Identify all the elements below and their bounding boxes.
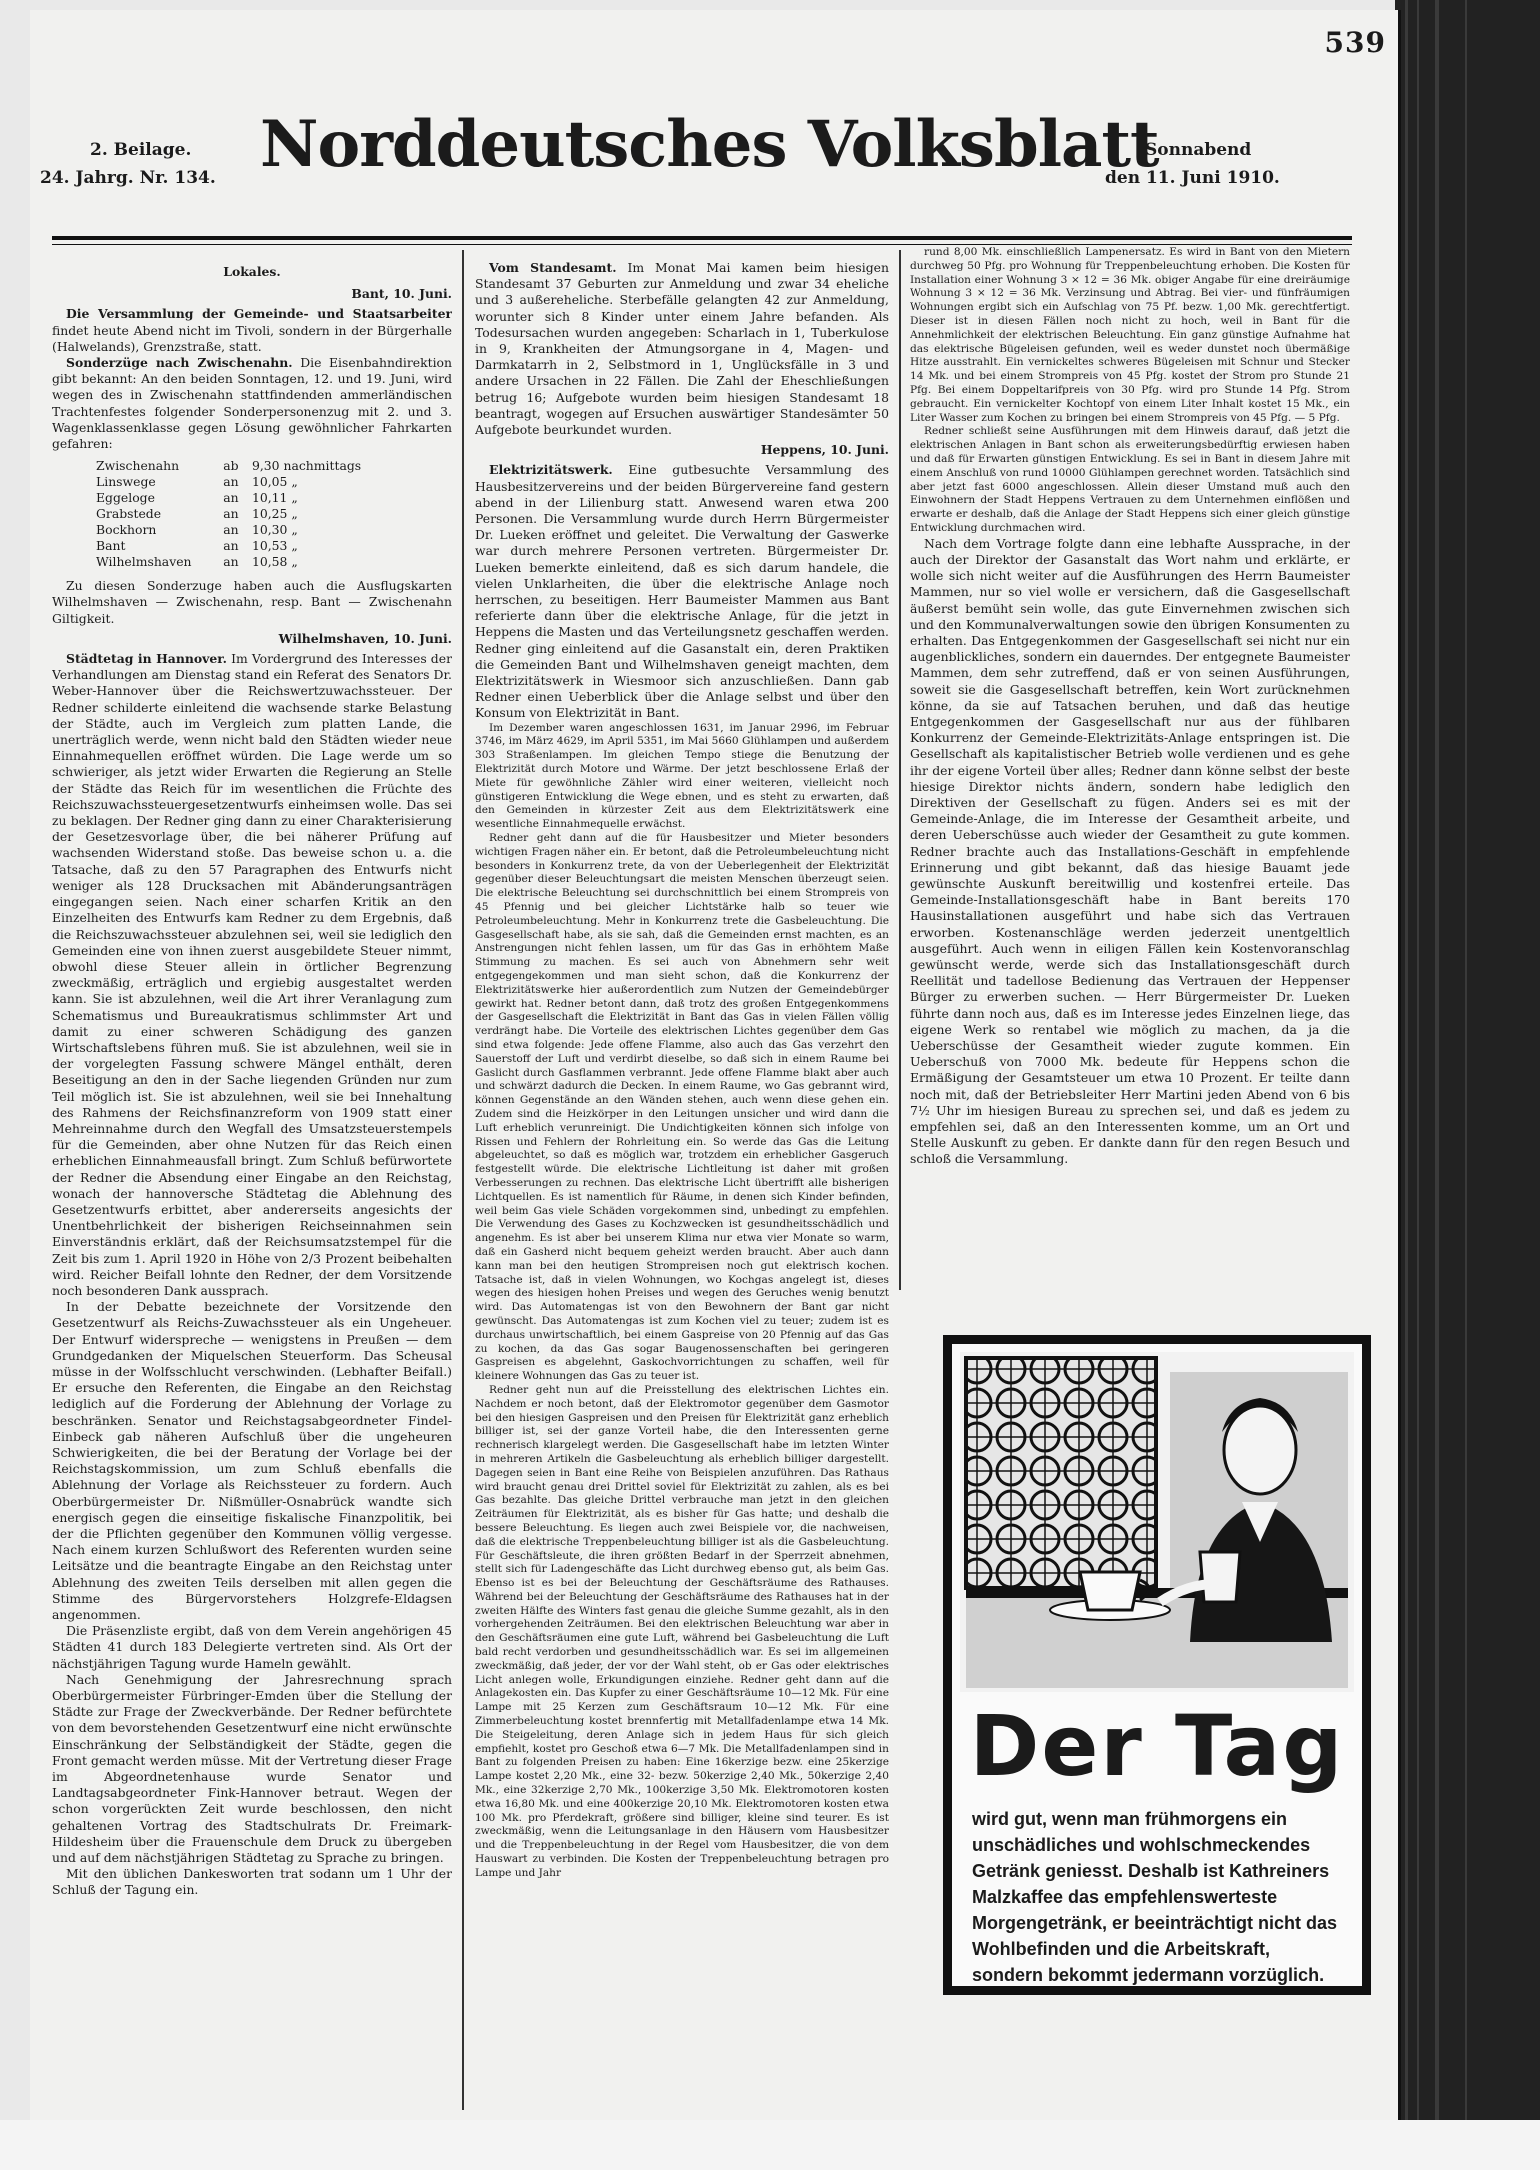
newspaper-page [30,10,1401,2120]
advertisement-illustration [960,1352,1354,1692]
advertisement-text: wird gut, wenn man frühmorgens ein unschädliches und wohlschmeckendes Getränk geniesst. Deshalb ist Kathreiners Malzkaffee das empfehlenswerteste Morgengetränk, er beeinträchtigt nicht das Wohlbefinden und die Arbeitskraft, sondern bekommt jedermann vorzüglich. [972,1809,1338,1985]
train-schedule [92,458,392,570]
woman-with-coffee-illustration [960,1352,1354,1692]
header-rule-thin [52,244,1352,245]
dateline: Wilhelmshaven, 10. Juni. [278,630,452,646]
masthead-title: Norddeutsches Volksblatt [260,107,1159,182]
dateline: Heppens, 10. Juni. [760,442,889,458]
article-paragraph: Nach Genehmigung der Jahresrechnung sprach Oberbürgermeister Fürbringer-Emden über die Stellung der Städte zur Frage der Zweckverbände. Der Redner befürchtete von dem bevorstehenden Gesetzentwurf eine nicht erwünschte Einschränkung der Selbständigkeit der Städte, gegen die Front gemacht werden müsse. Mit der Vertretung dieser Frage im Abgeordnetenhause wurde Senator und Landtagsabgeordneter Fink-Hannover betraut. Wegen der schon vorgerückten Zeit wurde beschlossen, den nicht gehaltenen Vortrag des Stadtschulrats Dr. Freimark-Hildesheim über die Frauenschule dem Druck zu übergeben und auf dem nächstjährigen Städtetag zu Sprache zu bringen. [52,1671,452,1866]
article-paragraph: Elektrizitätswerk. Eine gutbesuchte Versammlung des Hausbesitzervereins und der beiden Bürgervereine fand gestern abend in der Lilienburg statt. Anwesend waren etwa 200 Personen. Die Versammlung wurde durch Herrn Bürgermeister Dr. Lueken eröffnet und geleitet. Die Verwaltung der Gaswerke war durch mehrere Personen vertreten. Bürgermeister Dr. Lueken bemerkte einleitend, daß es sich darum handele, die vielen Unklarheiten, die über die elektrische Anlage noch herrschen, zu beseitigen. Herr Baumeister Mammen aus Bant referierte dann über die elektrische Anlage, für die jetzt in Heppens die Masten und das Verteilungsnetz geschaffen werden. Redner ging einleitend auf die Gasanstalt ein, deren Praktiken die Gemeinden Bant und Wilhelmshaven geneigt machten, dem Elektrizitätswerk in Wiesmoor sich anzuschließen. Dann gab Redner einen Ueberblick über die Anlage selbst und über den Konsum von Elektrizität in Bant. [475,462,889,721]
kathreiner-advertisement [943,1335,1371,1995]
schedule-row: Eggeloge an 10,11 „ [96,490,298,506]
weekday-label: Sonnabend [1145,140,1252,160]
article-paragraph: Im Dezember waren angeschlossen 1631, im Januar 2996, im Februar 3746, im März 4629, im April 5351, im Mai 5660 Glühlampen und außerdem 303 Straßenlampen. Im gleichen Tempo stiege die Benutzung der Elektrizität durch Motore und Wärme. Der jetzt beschlossene Erlaß der Miete für gewöhnliche Zähler wird einer weiteren, vielleicht noch günstigeren Entwicklung die Wege ebnen, und es steht zu erwarten, daß den Gemeinden in kürzester Zeit aus dem Elektrizitätswerk eine wesentliche Einnahmequelle erwächst. [475,721,889,831]
article-paragraph: Nach dem Vortrage folgte dann eine lebhafte Aussprache, in der auch der Direktor der Gasanstalt das Wort nahm und erklärte, er wolle sich nicht weiter auf die Ausführungen des Herrn Baumeister Mammen, nur so viel wolle er versichern, daß die Gasgesellschaft äußerst bemüht sein wolle, das gute Einvernehmen zwischen sich und den Kommunalverwaltungen sowie den übrigen Konsumenten zu erhalten. Das Entgegenkommen der Gasgesellschaft sei nicht nur ein augenblickliches, sondern ein dauerndes. Der entgegnete Baumeister Mammen, dem sehr zutreffend, daß er von seinen Ausführungen, soweit sie die Gasgesellschaft betreffen, kein Wort zurücknehmen könne, da sie auf Tatsachen beruhen, und daß das heutige Entgegenkommen der Gasgesellschaft nur aus der fühlbaren Konkurrenz der Gemeinde-Elektrizitäts-Anlage entspringen ist. Die Gesellschaft als kapitalistischer Betrieb wolle verdienen und es gehe ihr der eigene Vorteil über alles; Redner dann könne selbst der beste hiesige Direktor nichts ändern, sondern habe lediglich den Direktiven der Gesellschaft zu fügen. Anders sei es mit der Gemeinde-Anlage, die im Interesse der Gesamtheit arbeite, und deren Ueberschüsse auch wieder der Gesamtheit zu gute kommen. Redner brachte auch das Installations-Geschäft in empfehlende Erinnerung und gibt bekannt, daß das hiesige Bauamt jede gewünschte Auskunft bereitwillig und kostenfrei erteile. Das Gemeinde-Installationsgeschäft habe in Bant bereits 170 Hausinstallationen ausgeführt und habe sich das Vertrauen erworben. Kostenanschläge werden jederzeit unentgeltlich ausgeführt. Auch wenn in eiligen Fällen kein Kostenvoranschlag gewünscht werde, werde sich das Installationsgeschäft durch Reellität und tadellose Bedienung das Vertrauen der Heppenser Bürger zu erwerben suchen. — Herr Bürgermeister Dr. Lueken führte dann noch aus, daß es im Interesse jedes Einzelnen liege, das eigene Werk so rentabel wie möglich zu machen, da ja die Ueberschüsse der Gesamtheit wieder zugute kommen. Ein Ueberschuß von 7000 Mk. bedeute für Heppens schon die Ermäßigung der Gesamtsteuer um etwa 10 Prozent. Er teilte dann noch mit, daß der Betriebsleiter Herr Martini jeden Abend von 6 bis 7½ Uhr im hiesigen Bureau zu sprechen sei, und daß es jedem zu empfehlen sei, daß an den Interessenten komme, um an Ort und Stelle Auskunft zu geben. Er dankte dann für den regen Besuch und schloß die Versammlung. [910,535,1350,1167]
schedule-row: Bockhorn an 10,30 „ [96,522,298,538]
article-paragraph: Mit den üblichen Dankesworten trat sodann um 1 Uhr der Schluß der Tagung ein. [52,1866,452,1898]
dateline: Bant, 10. Juni. [351,286,452,302]
schedule-row: Wilhelmshaven an 10,58 „ [96,554,298,570]
article-paragraph: Vom Standesamt. Im Monat Mai kamen beim hiesigen Standesamt 37 Geburten zur Anmeldung und zwar 34 eheliche und 3 außereheliche. Sterbefälle gelangten 42 zur Anmeldung, worunter sich 8 Kinder unter einem Jahre befanden. Als Todesursachen wurden angegeben: Scharlach in 1, Tuberkulose in 9, Krankheiten der Atmungsorgane in 4, Magen- und Darmkatarrh in 2, Selbstmord in 1, Unglücksfälle in 3 und andere Ursachen in 22 Fällen. Die Zahl der Eheschließungen betrug 16; Aufgebote wurden beim hiesigen Standesamt 18 beantragt, wogegen auf Ersuchen auswärtiger Standesämter 50 Aufgebote beurkundet wurden. [475,260,889,438]
page-number: 539 [1324,26,1386,59]
article-paragraph: Die Präsenzliste ergibt, daß von dem Verein angehörigen 45 Städten 41 durch 183 Delegierte vertreten sind. Als Ort der nächstjährigen Tagung wurde Hameln gewählt. [52,1623,452,1671]
schedule-row: Linswege an 10,05 „ [96,474,298,490]
header-rule-thick [52,236,1352,240]
section-title: Lokales. [223,264,281,279]
article-paragraph: rund 8,00 Mk. einschließlich Lampenersatz. Es wird in Bant von den Mietern durchweg 50 Pfg. pro Wohnung für Treppenbeleuchtung erhoben. Die Kosten für Installation einer Wohnung 3 × 12 = 36 Mk. obiger Angabe für eine dreiräumige Wohnung 3 × 12 = 36 Mk. Verzinsung und Abtrag. Bei vier- und fünfräumigen Wohnungen ergibt sich ein Aufschlag von 75 Pf. bezw. 1,00 Mk. gerechtfertigt. Dieser ist in diesen Fällen noch nicht zu hoch, weil in Bant für die Annehmlichkeit der elektrischen Beleuchtung. Ein ganz günstige Aufnahme hat das elektrische Bügeleisen gefunden, weil es weder dunstet noch übermäßige Hitze ausstrahlt. Ein vernickeltes schweres Bügeleisen mit Schnur und Stecker 14 Mk. und bei einem Strompreis von 45 Pfg. kostet der Strom pro Stunde 21 Pfg. Bei einem Doppeltarifpreis von 30 Pfg. wird pro Stunde 14 Pfg. Strom gebraucht. Ein vernickelter Kochtopf von einem Liter Inhalt kostet 15 Mk., ein Liter Wasser zum Kochen zu bringen bei einem Strompreis von 45 Pfg. — 5 Pfg. [910,246,1350,424]
advertisement-headline: Der Tag [969,1697,1345,1795]
column-separator [462,250,464,2110]
issue-date: den 11. Juni 1910. [1105,168,1280,188]
article-paragraph: Redner geht nun auf die Preisstellung des elektrischen Lichtes ein. Nachdem er noch betont, daß der Elektromotor gegenüber dem Gasmotor bei den hiesigen Gaspreisen und den Preisen für Elektrizität ganz erheblich billiger ist, sei der ganze Vorteil habe, die den Interessenten gerne rechnerisch klargelegt werden. Die Gasgesellschaft habe im letzten Winter in mehreren Artikeln die Gasbeleuchtung als erheblich billiger dargestellt. Dagegen seien in Bant eine Reihe von Beispielen anzuführen. Das Rathaus wird braucht genau drei Drittel soviel für Elektrizität zu zahlen, als es bei Gas bezahlte. Das gleiche Drittel verbrauche man jetzt in den gleichen Zeiträumen für Elektrizität, als es bisher für Gas hatte; und deshalb die bessere Beleuchtung. Es liegen auch zwei Beispiele vor, die nachweisen, daß die elektrische Treppenbeleuchtung billiger ist als die Gasbeleuchtung. Für Geschäftsleute, die ihren größten Bedarf in der Sperrzeit abnehmen, stellt sich für Ladengeschäfte das Licht durchweg ebenso gut, als beim Gas. Ebenso ist es bei der Beleuchtung der Geschäftsräume des Rathauses. Während bei der Beleuchtung der Geschäftsräume des Rathauses hat in der zweiten Hälfte des Winters fast genau die gleiche Summe gezahlt, als in den vorhergehenden Zeiträumen. Bei den elektrischen Beleuchtung war aber in den Geschäftsräumen eine gute Luft, während bei Gasbeleuchtung die Luft bald recht verdorben und gesundheitsschädlich war. Es sei im allgemeinen zweckmäßig, daß jeder, der vor der Wahl steht, ob er Gas oder elektrisches Licht anlegen wolle, Erkundigungen einziehe. Redner geht dann auf die Anlagekosten ein. Das Kupfer zu einer Geschäftsräume 10—12 Mk. Für eine Lampe mit 25 Kerzen zum Geschäftsraum 10—12 Mk. Für eine Zimmerbeleuchtung kostet brennfertig mit Metallfadenlampe etwa 14 Mk. Die Steigeleitung, deren Anlage sich in jedem Haus für sich gleich empfiehlt, kostet pro Geschoß etwa 6—7 Mk. Die Metallfadenlampen sind in Bant zu folgenden Preisen zu haben: Eine 16kerzige bezw. eine 25kerzige Lampe kostet 2,20 Mk., eine 32- bezw. 50kerzige 2,40 Mk., 50kerzige 2,40 Mk., eine 32kerzige 2,70 Mk., 100kerzige 3,50 Mk. Elektromotoren kosten etwa 16,80 Mk. und eine 400kerzige 20,10 Mk. Elektromotoren kosten etwa 100 Mk. pro Pferdekraft, größere sind billiger, kleine sind teurer. Es ist zweckmäßig, wenn die Leitungsanlage in den Häusern vom Hausbesitzer und die Treppenbeleuchtung in der Regel vom Hausbesitzer, die von dem Hauswart zu verbinden. Die Kosten der Treppenbeleuchtung betragen pro Lampe und Jahr [475,1383,889,1879]
column-1 [52,260,452,2110]
column-2 [475,260,889,2110]
article-paragraph: Zu diesen Sonderzuge haben auch die Ausflugskarten Wilhelmshaven — Zwischenahn, resp. Bant — Zwischenahn Giltigkeit. [52,578,452,626]
article-paragraph: Sonderzüge nach Zwischenahn. Die Eisenbahndirektion gibt bekannt: An den beiden Sonntagen, 12. und 19. Juni, wird wegen des in Zwischenahn stattfindenden ammerländischen Trachtenfestes folgender Sonderpersonenzug mit 2. und 3. Wagenklassenklasse gegen Lösung gewöhnlicher Fahrkarten gefahren: [52,355,452,452]
schedule-row: Grabstede an 10,25 „ [96,506,298,522]
article-paragraph: Die Versammlung der Gemeinde- und Staatsarbeiter findet heute Abend nicht im Tivoli, sondern in der Bürgerhalle (Halwelands), Grenzstraße, statt. [52,306,452,354]
schedule-row: Bant an 10,53 „ [96,538,298,554]
article-paragraph: Redner schließt seine Ausführungen mit dem Hinweis darauf, daß jetzt die elektrischen Anlagen in Bant schon als erweiterungsbedürftig erwiesen haben und daß für Erwarten günstigen Entwicklung. Es sei in Bant in diesem Jahre mit einem Anschluß von rund 10000 Glühlampen gerechnet worden. Tatsächlich sind aber jetzt fast 6000 angeschlossen. Allein dieser Umstand muß auch den Einwohnern der Stadt Heppens Vertrauen zu dem Unternehmen einflößen und erwarte er deshalb, daß die Anlage der Stadt Heppens sich einer gleich günstige Entwicklung durchmachen wird. [910,425,1350,534]
article-paragraph: Städtetag in Hannover. Im Vordergrund des Interesses der Verhandlungen am Dienstag stand ein Referat des Senators Dr. Weber-Hannover über die Reichswertzuwachssteuer. Der Redner schilderte einleitend die wachsende starke Belastung der Städte, auch im Vergleich zum platten Lande, die unerträglich werde, wenn nicht bald den Städten wieder neue Einnahmequellen eröffnet würden. Die Lage werde um so schwieriger, als jetzt wider Erwarten die Regierung an Stelle der Städte das Reich für im wesentlichen die Früchte des Reichszuwachssteuergesetzentwurfs einheimsen wolle. Das sei zu beklagen. Der Redner ging dann zu einer Charakterisierung der Gesetzesvorlage über, die bei näherer Prüfung auf wachsenden Widerstand stoße. Das beweise schon u. a. die Tatsache, daß zu den 57 Paragraphen des Entwurfs nicht weniger als 128 Drucksachen mit Abänderungsanträgen eingegangen seien. Nach einer scharfen Kritik an den Einzelheiten des Entwurfs kam Redner zu dem Ergebnis, daß die Reichszuwachssteuer abzulehnen sei, weil sie lediglich den Gemeinden eine von ihnen zuerst ausgebildete Steuer nimmt, obwohl diese Steuer allein in örtlicher Begrenzung zweckmäßig, erträglich und ergiebig ausgestaltet werden kann. Sie ist abzulehnen, weil die Art ihrer Veranlagung zum Schematismus und Bureaukratismus schlimmster Art und damit zu einer schweren Schädigung des ganzen Wirtschaftslebens führen muß. Sie ist abzulehnen, weil sie in der vorgelegten Fassung schwere Mängel enthält, deren Beseitigung an den in der Sache liegenden Gründen nur zum Teil möglich ist. Sie ist abzulehnen, weil sie bei Innehaltung des Rahmens der Reichsfinanzreform von 1909 statt einer Mehreinnahme durch den Wegfall des Umsatzsteuerstempels für die Gemeinden, aber ohne Nutzen für das Reich einen erheblichen Einnahmeausfall bringt. Zum Schluß befürwortete der Redner die Absendung einer Eingabe an den Reichstag, wonach der hannoversche Städtetag die Ablehnung des Gesetzentwurfs erbittet, aber andererseits angesichts der Unentbehrlichkeit der bisherigen Reichseinnahmen sein Einverständnis erklärt, daß der Reichsumsatzstempel für die Zeit bis zum 1. April 1920 in Höhe von 2/3 Prozent beibehalten wird. Reicher Beifall lohnte den Redner, der dem Vorsitzende noch besonderen Dank aussprach. [52,651,452,1298]
article-paragraph: In der Debatte bezeichnete der Vorsitzende den Gesetzentwurf als Reichs-Zuwachssteuer als ein Ungeheuer. Der Entwurf widerspreche — wenigstens in Preußen — dem Grundgedanken der Miquelschen Steuerform. Das Scheusal müsse in der Wolfsschlucht verschwinden. (Lebhafter Beifall.) Er ersuche den Referenten, die Eingabe an den Reichstag lediglich auf die Forderung der Ablehnung der Vorlage zu beschränken. Senator und Reichstagsabgeordneter Findel-Einbeck gab näheren Aufschluß über die ungeheuren Schwierigkeiten, die bei der Beratung der Vorlage bei der Reichstagskommission, um zum Schluß ebenfalls die Ablehnung der Vorlage als Reichssteuer zu fordern. Auch Oberbürgermeister Dr. Nißmüller-Osnabrück wandte sich energisch gegen die einseitige fiskalische Finanzpolitik, bei der die Pflichten gegenüber den Kommunen völlig vergesse. Nach einem kurzen Schlußwort des Referenten wurden seine Leitsätze und die beantragte Eingabe an den Reichstag unter Ablehnung des zweiten Teils derselben mit allen gegen die Stimme des Bürgervorstehers Holzgrefe-Eldagsen angenommen. [52,1299,452,1623]
column-separator [899,250,901,1290]
supplement-label: 2. Beilage. [90,140,192,160]
column-3 [910,246,1350,1286]
volume-number: 24. Jahrg. Nr. 134. [40,168,216,188]
article-paragraph: Redner geht dann auf die für Hausbesitzer und Mieter besonders wichtigen Fragen näher ein. Er betont, daß die Petroleumbeleuchtung nicht besonders in Konkurrenz trete, da von der Ueberlegenheit der Elektrizität gegenüber dieser Beleuchtungsart die meisten Menschen überzeugt seien. Die elektrische Beleuchtung sei durchschnittlich bei einem Strompreis von 45 Pfennig und bei gleicher Lichtstärke halb so teuer wie Petroleumbeleuchtung. Mehr in Konkurrenz trete die Gasbeleuchtung. Die Gasgesellschaft habe, als sie sah, daß die Gemeinden ernst machten, es an Anstrengungen nicht fehlen lassen, um für das Gas in erhöhtem Maße Stimmung zu machen. Es sei auch von Abnehmern sehr weit entgegengekommen und man sieht schon, daß die Konkurrenz der Elektrizitätswerke hier außerordentlich zum Nutzen der Gemeindebürger gewirkt hat. Redner betont dann, daß trotz des großen Entgegenkommens der Gasgesellschaft die Elektrizität in Bant das Gas in vielen Fällen völlig verdrängt habe. Die Vorteile des elektrischen Lichtes gegenüber dem Gas sind etwa folgende: Jede offene Flamme, also auch das Gas verzehrt den Sauerstoff der Luft und verdirbt dieselbe, so daß sich in einem Raume bei Gaslicht durch Gasflammen verbrannt. Jede offene Flamme blakt aber auch und schwärzt dadurch die Decken. In einem Raume, wo Gas gebrannt wird, können Gegenstände an den Wänden stehen, auch wenn diese gehen ein. Zudem sind die Heizkörper in den Leitungen unsicher und wird dann die Luft erheblich verunreinigt. Die Undichtigkeiten können sich infolge von Rissen und Fehlern der Rohrleitung ein. So werde das Gas die Leitung abgeleuchtet, so daß es möglich war, trotzdem ein erheblicher Gasgeruch festgestellt würde. Die elektrische Lichtleitung ist daher mit großen Verbesserungen zu rechnen. Das elektrische Licht übertrifft alle bisherigen Lichtquellen. Es ist namentlich für Räume, in denen sich Kinder befinden, weil beim Gas viele Schäden vorgekommen sind, unbedingt zu empfehlen. Die Verwendung des Gases zu Kochzwecken ist gesundheitsschädlich und angenehm. Es ist aber bei unserem Klima nur etwa vier Monate so warm, daß ein Gasherd nicht bequem geheizt werden braucht. Aber auch dann kann man bei den heutigen Strompreisen noch gut elektrisch kochen. Tatsache ist, daß in vielen Wohnungen, wo Kochgas angelegt ist, dieses wegen des hiesigen hohen Preises und wegen des Geruches wenig benutzt wird. Das Automatengas ist von den Bewohnern der Bant gar nicht gewünscht. Das Automatengas ist zum Kochen viel zu teuer; zudem ist es durchaus unwirtschaftlich, bei einem Gaspreise von 20 Pfennig auf das Gas zu kochen, da das Gas sogar Baugenossenschaften bei geringeren Gaspreisen es abgelehnt, Gaskochvorrichtungen zu schaffen, weil für kleinere Wohnungen das Gas zu teuer ist. [475,832,889,1383]
schedule-row: Zwischenahn ab 9,30 nachmittags [96,458,362,474]
bottom-margin [0,2120,1540,2170]
binding-edge [1395,0,1540,2170]
